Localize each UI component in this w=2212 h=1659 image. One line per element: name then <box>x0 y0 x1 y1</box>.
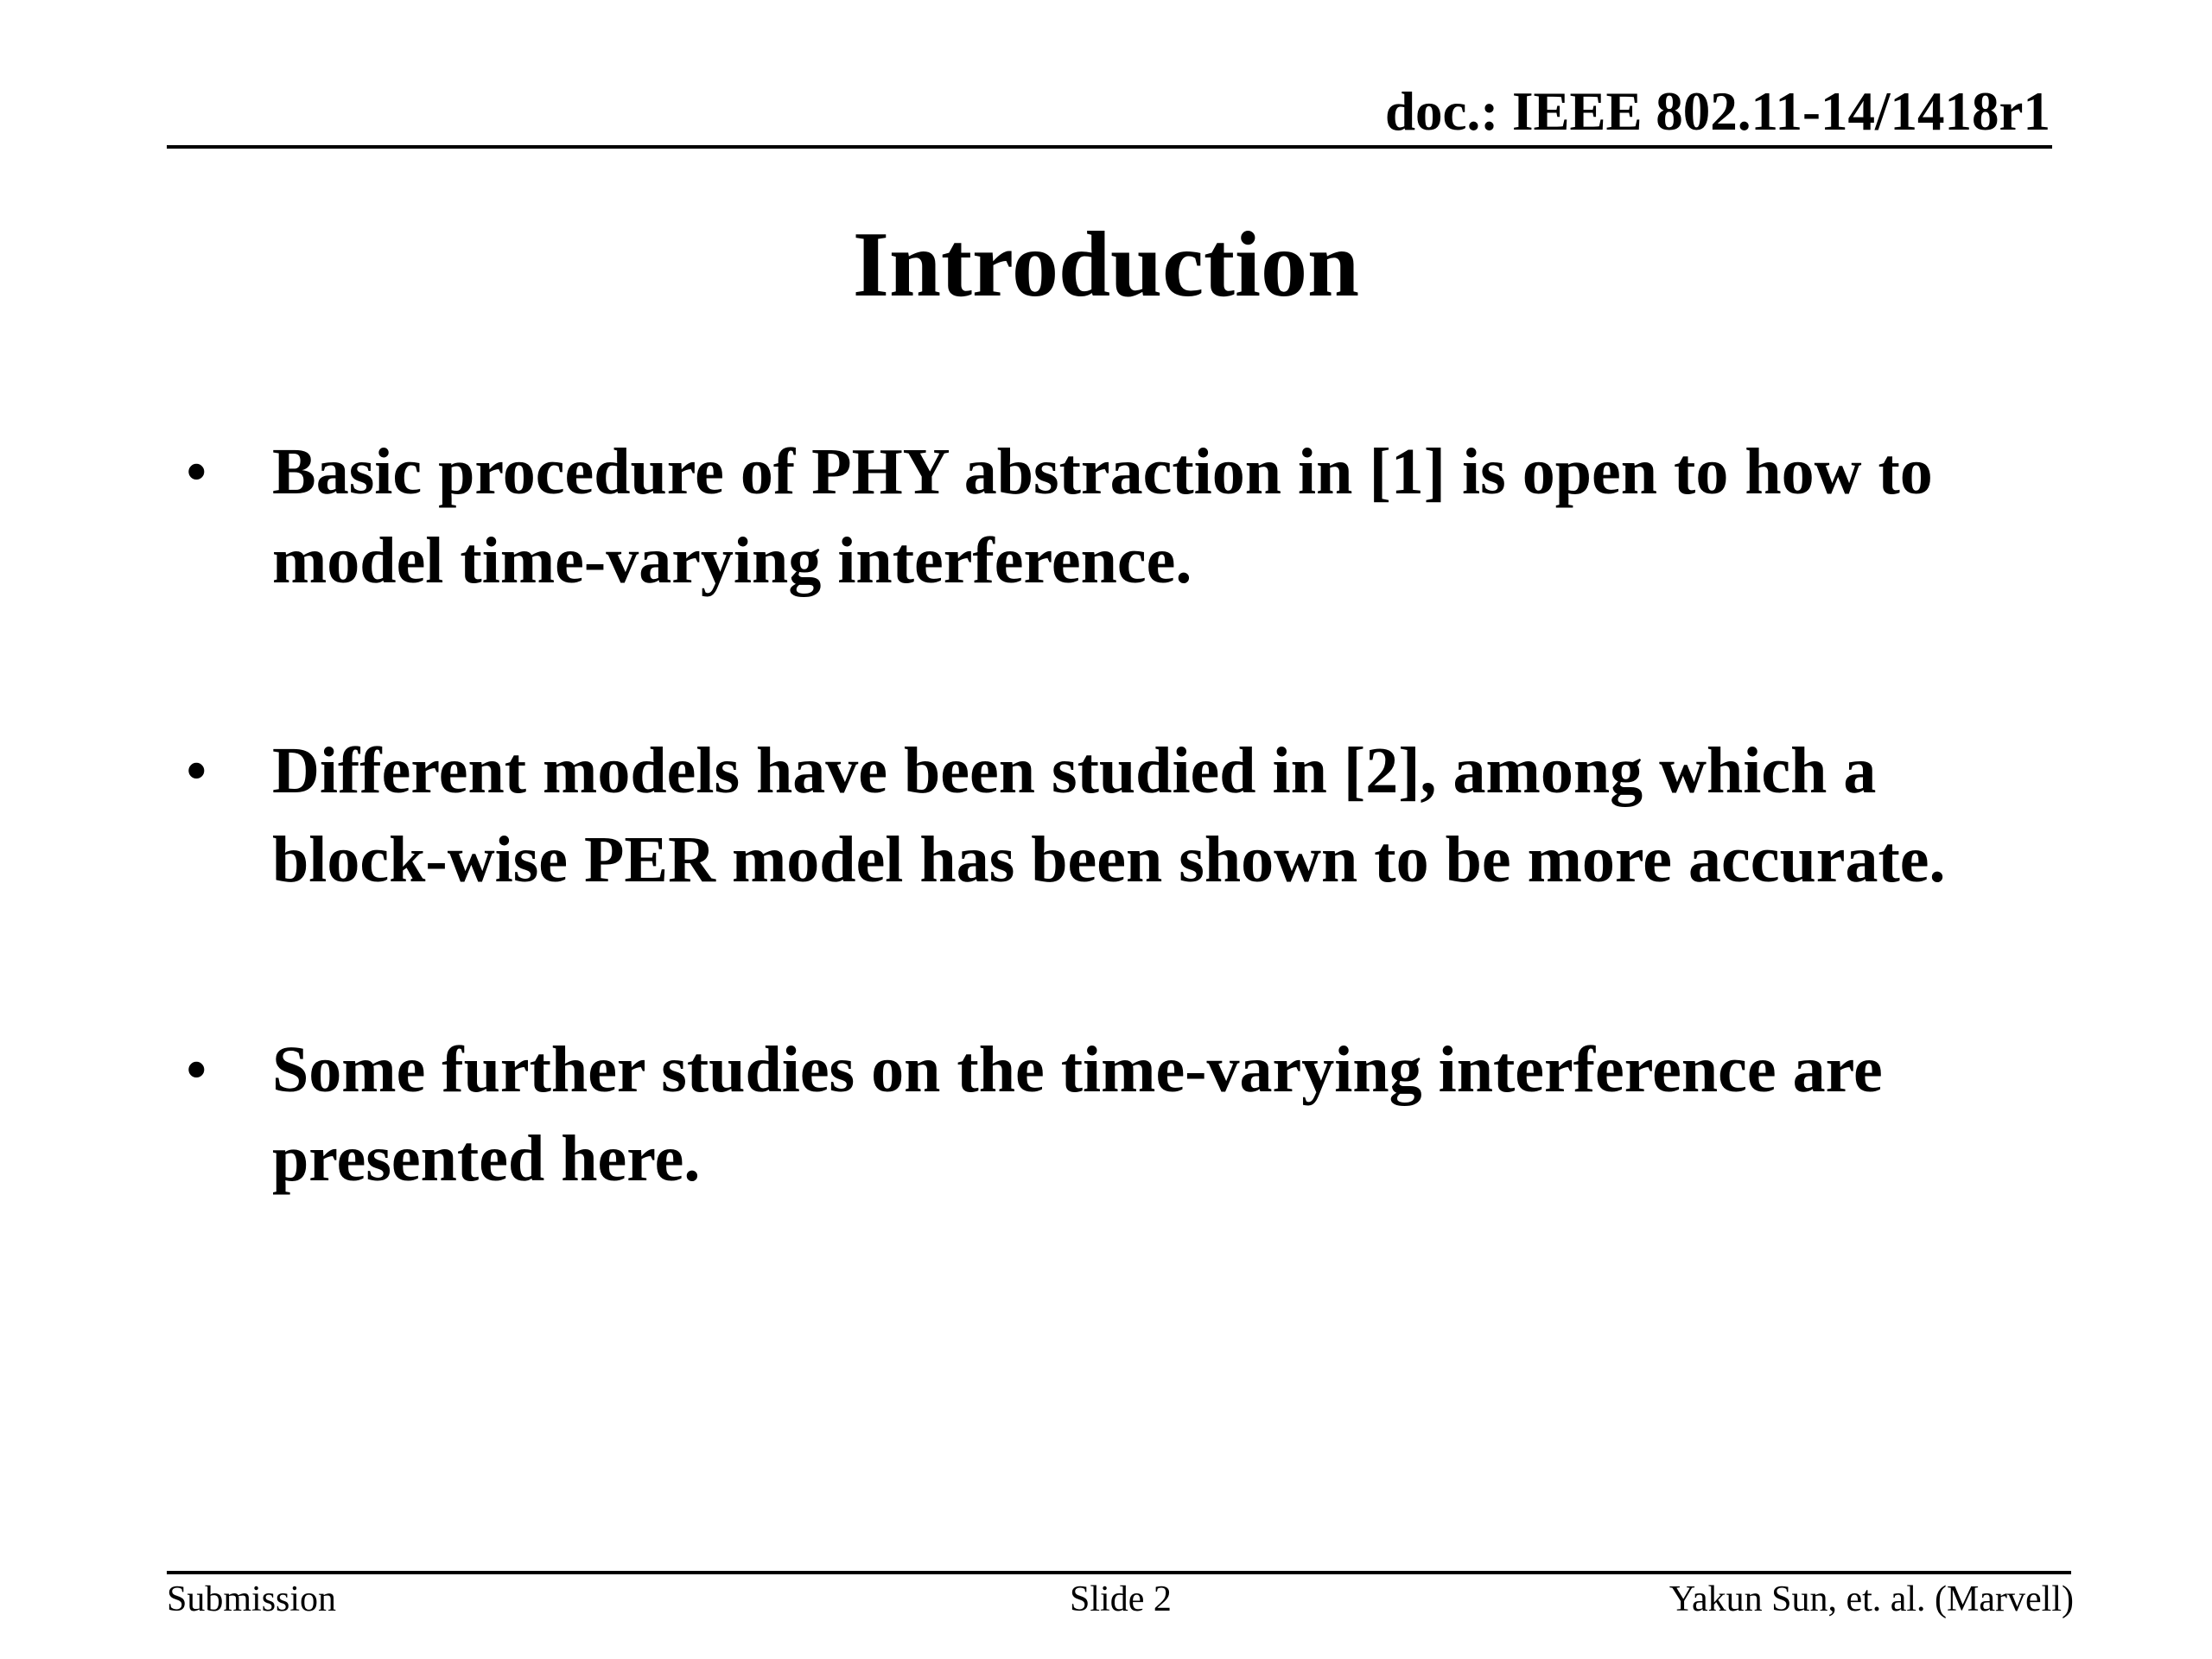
header-divider <box>167 145 2052 149</box>
slide-title: Introduction <box>852 213 1360 316</box>
footer-divider <box>167 1571 2071 1574</box>
bullet-list <box>185 428 2051 1204</box>
footer-submission: Submission <box>167 1580 337 1619</box>
bullet-point-icon: • <box>185 435 208 508</box>
bullet-text: Some further studies on the time-varying interference are presented here. <box>272 1033 1883 1195</box>
document-id: doc.: IEEE 802.11-14/1418r1 <box>1384 81 2050 142</box>
bullet-point-icon: • <box>185 734 208 807</box>
bullet-item <box>185 428 2051 606</box>
bullet-item <box>185 1026 2051 1204</box>
bullet-item <box>185 727 2051 905</box>
bullet-point-icon: • <box>185 1033 208 1106</box>
footer-slide-number: Slide 2 <box>1070 1580 1172 1619</box>
footer-authors: Yakun Sun, et. al. (Marvell) <box>1669 1580 2074 1619</box>
bullet-text: Basic procedure of PHY abstraction in [1] is open to how to model time-varying interference. <box>272 435 1933 597</box>
bullet-text: Different models have been studied in [2], among which a block-wise PER model has been shown to be more accurate. <box>272 734 1946 896</box>
